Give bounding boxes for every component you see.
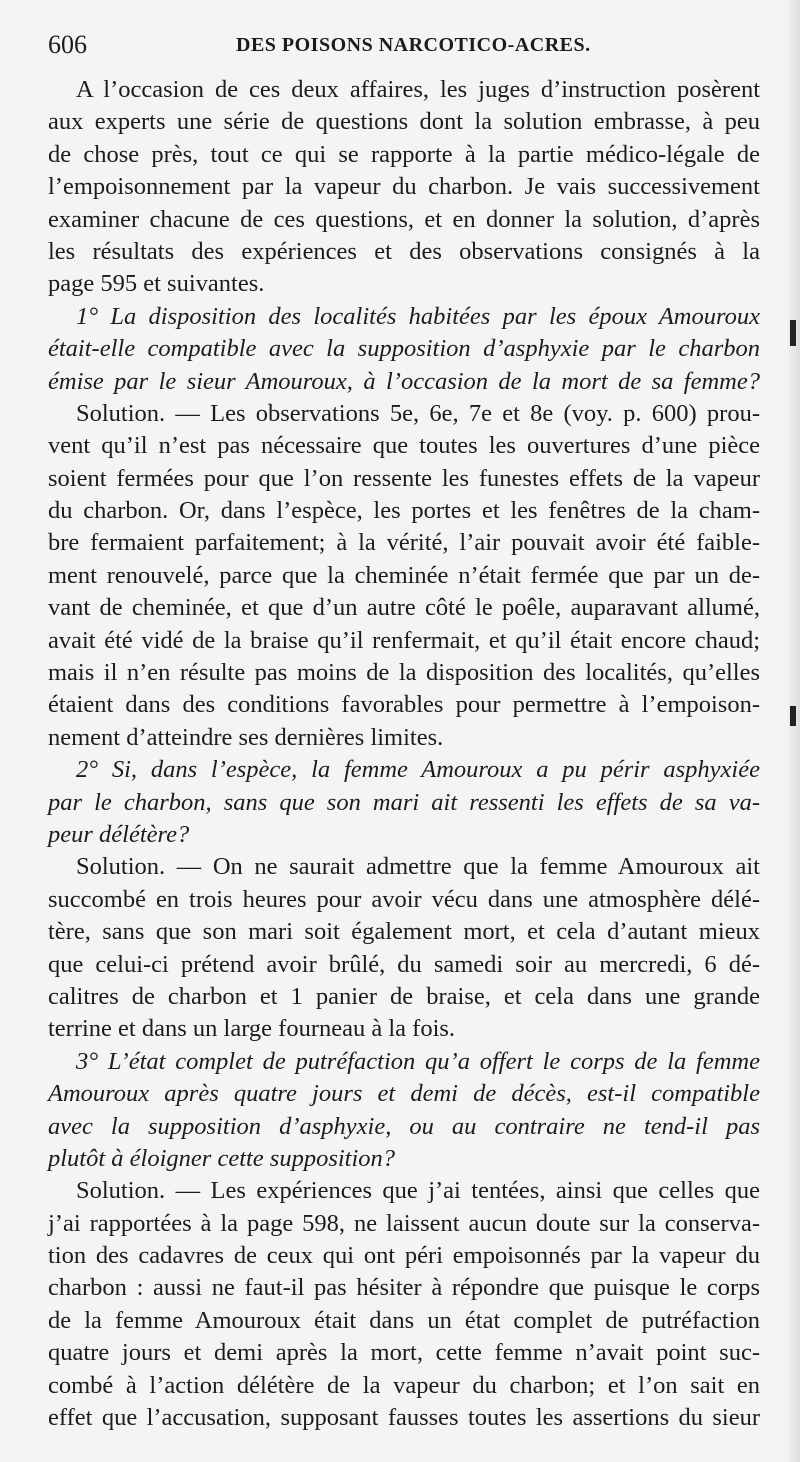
text-line: 1° La disposition des localités habitées par les époux Amouroux — [76, 302, 760, 330]
text-line: avait été vidé de la braise qu’il renfermait, et qu’il était encore chaud; — [48, 626, 760, 654]
text-line: de chose près, tout ce qui se rapporte à la partie médico-légale de — [48, 140, 760, 168]
text-line: Solution. — Les expériences que j’ai tentées, ainsi que celles que — [76, 1177, 760, 1205]
text-line: les résultats des expériences et des observations consignés à la — [48, 237, 760, 265]
text-line: étaient dans des conditions favorables pour permettre à l’empoison- — [48, 691, 760, 719]
text-line: soient fermées pour que l’on ressente les funestes effets de la vapeur — [48, 464, 760, 492]
text-line: Amouroux après quatre jours et demi de décès, est-il compatible — [48, 1080, 760, 1108]
text-line: de la femme Amouroux était dans un état complet de putréfaction — [48, 1306, 760, 1334]
text-line: page 595 et suivantes. — [48, 270, 265, 298]
text-line: charbon : aussi ne faut-il pas hésiter à répondre que puisque le corps — [48, 1274, 760, 1302]
text-line: mais il n’en résulte pas moins de la disposition des localités, qu’elles — [48, 659, 760, 687]
page-number: 606 — [48, 30, 87, 59]
text-line: quatre jours et demi après la mort, cette femme n’avait point suc- — [48, 1339, 760, 1367]
text-line: examiner chacune de ces questions, et en donner la solution, d’après — [48, 205, 760, 233]
text-line: Solution. — On ne saurait admettre que la femme Amouroux ait — [76, 853, 760, 881]
text-line: plutôt à éloigner cette supposition? — [48, 1144, 396, 1172]
text-line: nement d’atteindre ses dernières limites. — [48, 723, 444, 751]
text-line: calitres de charbon et 1 panier de braise, et cela dans une grande — [48, 982, 760, 1010]
text-line: 2° Si, dans l’espèce, la femme Amouroux a pu périr asphyxiée — [76, 756, 760, 784]
text-line: j’ai rapportées à la page 598, ne laissent aucun doute sur la conserva- — [48, 1209, 760, 1237]
text-line: vant de cheminée, et que d’un autre côté le poêle, auparavant allumé, — [48, 594, 760, 622]
scan-edge-shadow — [786, 0, 800, 1462]
text-line: combé à l’action délétère de la vapeur du charbon; et l’on sait en — [48, 1371, 760, 1399]
text-line: avec la supposition d’asphyxie, ou au contraire ne tend-il pas — [48, 1112, 760, 1140]
text-line: ment renouvelé, parce que la cheminée n’était fermée que par un de- — [48, 561, 760, 589]
text-line: bre fermaient parfaitement; à la vérité, l’air pouvait avoir été faible- — [48, 529, 760, 557]
scan-edge-mark — [790, 320, 796, 346]
text-line: du charbon. Or, dans l’espèce, les portes et les fenêtres de la cham- — [48, 497, 760, 525]
text-line: tion des cadavres de ceux qui ont péri empoisonnés par la vapeur du — [48, 1242, 760, 1270]
text-line: tère, sans que son mari soit également mort, et cela d’autant mieux — [48, 918, 760, 946]
text-line: A l’occasion de ces deux affaires, les juges d’instruction posèrent — [76, 76, 760, 103]
running-title: DES POISONS NARCOTICO-ACRES. — [236, 34, 591, 56]
running-head — [48, 30, 748, 64]
text-line: que celui-ci prétend avoir brûlé, du samedi soir au mercredi, 6 dé- — [48, 950, 760, 978]
text-line: vent qu’il n’est pas nécessaire que toutes les ouvertures d’une pièce — [48, 432, 760, 460]
text-line: terrine et dans un large fourneau à la fois. — [48, 1015, 456, 1043]
text-line: succombé en trois heures pour avoir vécu dans une atmosphère délé- — [48, 885, 760, 913]
text-line: par le charbon, sans que son mari ait ressenti les effets de sa va- — [48, 788, 760, 816]
text-line: émise par le sieur Amouroux, à l’occasion de la mort de sa femme? — [48, 367, 760, 395]
text-line: était-elle compatible avec la supposition d’asphyxie par le charbon — [48, 335, 760, 363]
text-line: l’empoisonnement par la vapeur du charbon. Je vais successivement — [48, 173, 760, 201]
text-line: Solution. — Les observations 5e, 6e, 7e et 8e (voy. p. 600) prou- — [76, 399, 760, 427]
text-line: effet que l’accusation, supposant fausses toutes les assertions du sieur — [48, 1404, 760, 1432]
text-line: aux experts une série de questions dont la solution embrasse, à peu — [48, 108, 760, 136]
scan-edge-mark — [790, 706, 796, 726]
text-line: peur délétère? — [48, 820, 190, 848]
body-text — [48, 74, 760, 1434]
text-line: 3° L’état complet de putréfaction qu’a offert le corps de la femme — [76, 1047, 760, 1075]
